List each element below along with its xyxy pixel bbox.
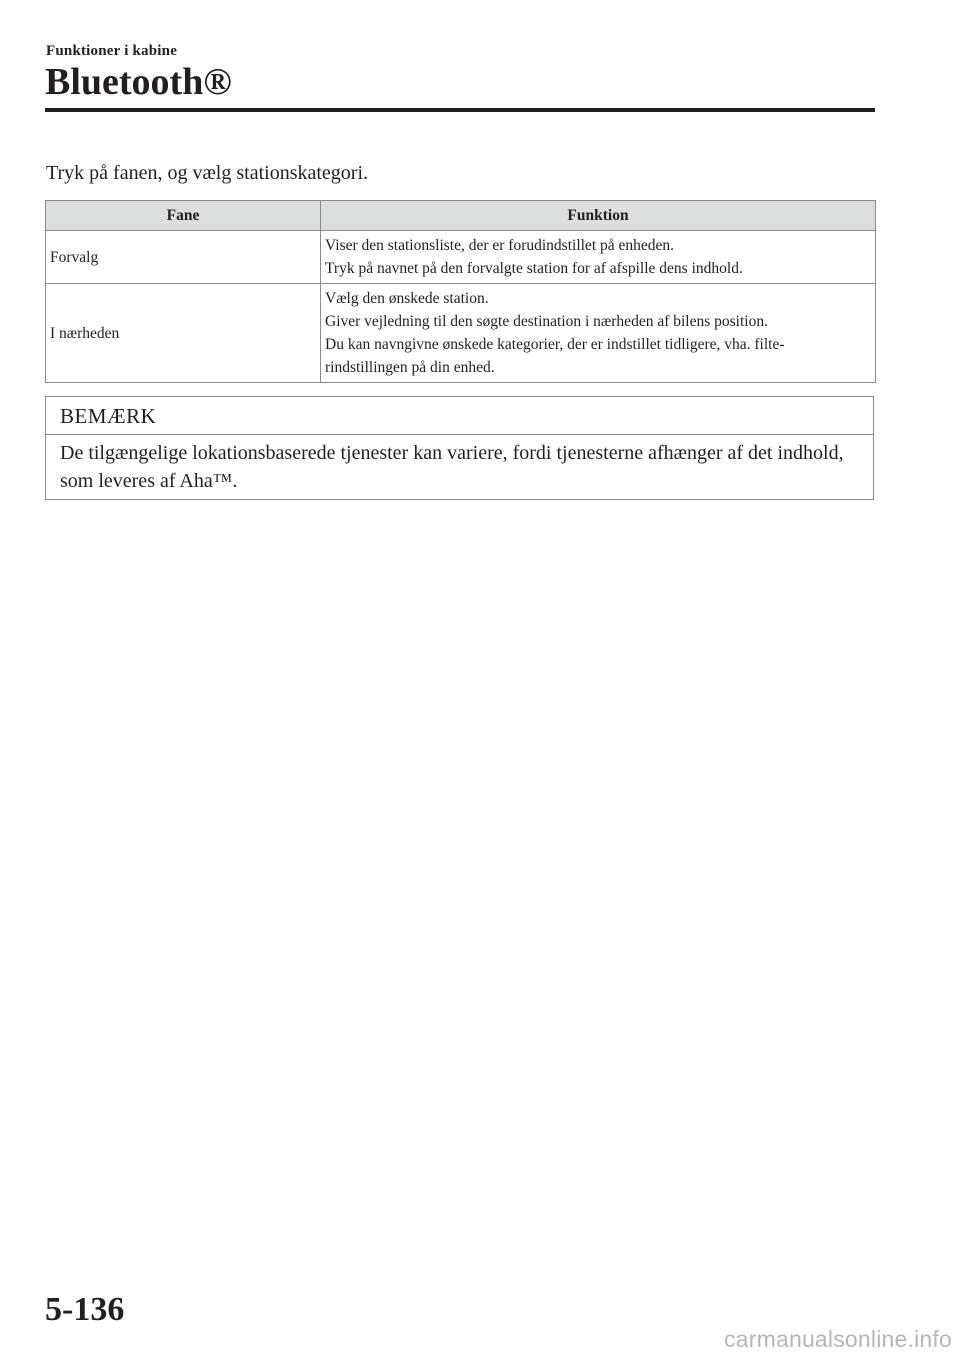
page-title: Bluetooth® [45, 61, 232, 103]
title-rule [45, 108, 875, 112]
function-line: Vælg den ønskede station. [325, 290, 489, 307]
function-line: Giver vejledning til den søgte destination i nærheden af bilens position. [325, 313, 768, 330]
function-line: Viser den stationsliste, der er forudindstillet på enheden. [325, 237, 675, 254]
note-title: BEMÆRK [46, 397, 873, 435]
function-line: rindstillingen på din enhed. [325, 359, 495, 376]
header-tab: Fane [46, 201, 321, 231]
function-line: Tryk på navnet på den forvalgte station for af afspille dens indhold. [325, 260, 743, 277]
function-line: Du kan navngivne ønskede kategorier, der er indstillet tidligere, vha. filte- [325, 336, 785, 353]
function-table [45, 200, 876, 383]
table-row [46, 231, 876, 284]
note-box [45, 396, 874, 500]
watermark: carmanualsonline.info [724, 1326, 952, 1352]
table-cell-tab: I nærheden [46, 284, 321, 383]
page-number: 5-136 [45, 1291, 125, 1328]
note-text: De tilgængelige lokationsbaserede tjenester kan variere, fordi tjenesterne afhænger af det indhold, som leveres af Aha™. [60, 442, 844, 492]
table-cell-function [321, 284, 876, 383]
table-cell-function [321, 231, 876, 284]
intro-text: Tryk på fanen, og vælg stationskategori. [46, 162, 369, 184]
table-header-row [46, 201, 876, 231]
table-row [46, 284, 876, 383]
section-label: Funktioner i kabine [46, 43, 178, 59]
header-function: Funktion [321, 201, 876, 231]
table-cell-tab: Forvalg [46, 231, 321, 284]
